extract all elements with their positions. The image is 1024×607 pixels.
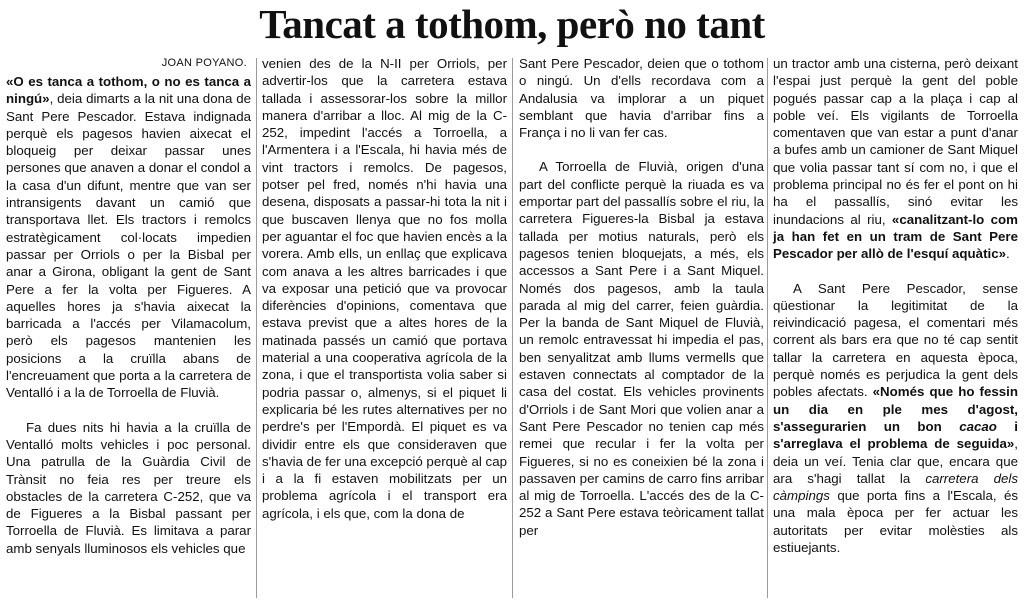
paragraph: A Torroella de Fluvià, origen d'una part del conflicte perquè la riuada es va emportar part del passallís sobre el riu, la carretera Figueres-la Bisbal ja estava tallada per motius naturals, però els pagesos tenien bloquejats, a més, els accessos a Sant Pere i a Sant Miquel. Només dos pagesos, amb la taula parada al mig del carrer, feien guàrdia. Per la banda de Sant Miquel de Fluvià, un remolc entravessat hi impedia el pas, ben senyalitzat amb llums vermells que estaven connectats al comptador de la casa del costat. Els vehicles provinents d'Orriols i de Sant Mori que volien anar a Sant Pere Pescador no tenien cap més remei que recular i fer la volta per Figueres, si no es coneixien bé la zona i passaven per camins de carro fins arribar al mig de Torroella. L'accés des de la C-252 a Sant Pere estava teòricament tallat per	[519, 159, 764, 538]
column-divider	[256, 58, 257, 598]
paragraph	[773, 55, 1018, 263]
bold-quote: «Només que ho fessin un dia en ple mes d'agost, s'assegurarien un bon	[773, 384, 1018, 434]
paragraph-text: , deia dimarts a la nit una dona de Sant Pere Pescador. Estava indignada perquè els pagesos havien aixecat el bloqueig per deixar passar unes persones que anaven a donar el condol a la casa d'un difunt, mentre que van ser intransigents davant un camió que transportava llet. Els tractors i remolcs estratègicament col·locats impedien passar per Orriols o per la Bisbal per anar a Girona, obligant la gent de Sant Pere a fer la volta per Figueres. A aquelles hores ja s'havia aixecat la barricada a l'accés per Vilamacolum, però els pagesos mantenien les posicions a la cruïlla abans de l'encreuament que porta a la carretera de Ventalló i a la de Torroella de Fluvià.	[6, 91, 251, 401]
bold-quote: «O es tanca a tothom, o no es tanca a ningú»	[6, 74, 251, 107]
paragraph: venien des de la N-II per Orriols, per advertir-los que la carretera estava tallada i assessorar-los sobre la millor manera d'arribar a lloc. Al mig de la C-252, impedint l'accés a Torroella, a l'Armentera i a l'Escala, hi havia més de vint tractors i remolcs. De pagesos, potser pel fred, només n'hi havia una desena, disposats a passar-hi tota la nit i que buscaven llenya que no fos molla per aguantar el foc que havien encès a la vorera. Amb ells, un enllaç que explicava com anava a les altres barricades i que va exposar una petició que va provocar diferències d'opinions, comentava que estava previst que a altes hores de la matinada passés un camió que portava material a una cooperativa agrícola de la zona, i que el transportista volia saber si podria passar o, almenys, si el piquet li explicaria bé les rutes alternatives per no perdre's per l'Empordà. El piquet es va dividir entre els que consideraven que s'havia de fer una excepció perquè al cap i a la fi estaven mobilitzats per un problema agrícola i el transport era agrícola, i els que, com la dona de	[262, 56, 507, 521]
paragraph: Fa dues nits hi havia a la cruïlla de Ventalló molts vehicles i poc personal. Una patrulla de la Guàrdia Civil de Trànsit no feia res per treure els obstacles de la carretera C-252, que va de Figueres a la Bisbal passant per Torroella de Fluvià. Es limitava a parar amb senyals lluminosos els vehicles que	[6, 419, 251, 556]
column-divider	[767, 58, 768, 598]
paragraph	[773, 280, 1018, 557]
paragraph-text: , deia un veí. Tenia clar que, encara que ara s'hagi tallat la	[773, 436, 1018, 486]
column-1	[6, 55, 251, 557]
italic-word: cacao	[959, 418, 997, 434]
paragraph-text: A Sant Pere Pescador, sense qüestionar la legitimitat de la reivindicació pagesa, el comentari més corrent als bars era que no té cap sentit tallar la carretera en aquesta època, perquè només es perjudica la gent dels pobles afectats.	[773, 280, 1018, 400]
italic-phrase: carretera dels càmpings	[773, 470, 1018, 504]
paragraph-text: .	[1006, 246, 1010, 262]
paragraph-text: un tractor amb una cisterna, però deixant l'espai just perquè la gent del poble pogués passar cap a la plaça i cap al poble veí. Els vigilants de Torroella comentaven que van estar a punt d'anar a bufes amb un camioner de Sant Miquel que volia passar tant sí com no, i que el problema principal no és fer el pont on hi ha el passallís, sinó evitar les inundacions al riu,	[773, 56, 1018, 227]
byline: JOAN POYANO.	[161, 57, 247, 69]
bold-quote	[959, 419, 997, 434]
paragraph-text: que porta fins a l'Escala, és una mala època per fer actuar les autoritats per evitar molèsties als estiuejants.	[773, 488, 1018, 556]
bold-quote: i s'arreglava el problema de seguida»	[773, 418, 1018, 452]
column-2	[262, 55, 507, 522]
paragraph: Sant Pere Pescador, deien que o tothom o ningú. Un d'ells recordava com a Andalusia va implorar a un piquet semblant que havia d'arribar fins a França i no li van fer cas.	[519, 56, 764, 141]
bold-quote: «canalitzant-lo com ja han fet en un tram de Sant Pere Pescador per allò de l'esquí aquàtic»	[773, 211, 1018, 262]
headline: Tancat a tothom, però no tant	[259, 1, 765, 47]
paragraph	[6, 73, 251, 402]
column-divider	[512, 58, 513, 598]
column-4	[773, 55, 1018, 556]
column-3	[519, 55, 764, 539]
